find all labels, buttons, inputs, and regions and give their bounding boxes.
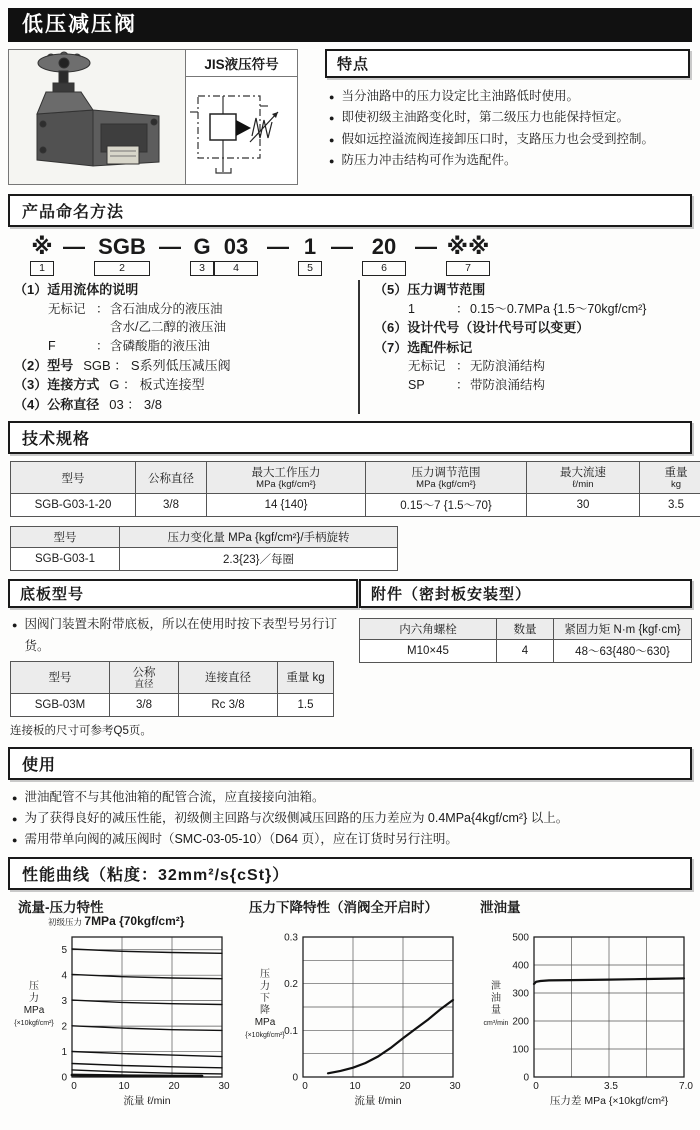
code-segment: SGB 2 — [94, 235, 150, 276]
code-dash: — — [331, 235, 353, 258]
naming-left-column — [8, 280, 358, 414]
svg-text:cm³/min: cm³/min — [484, 1020, 509, 1027]
curves-section — [8, 857, 692, 1130]
svg-text:30: 30 — [449, 1081, 461, 1092]
model-code-area — [30, 235, 692, 276]
naming-columns — [8, 280, 692, 414]
column-header: 最大流速 ℓ/min — [527, 462, 640, 494]
naming-subrow: 无标记 ： 含石油成分的液压油 — [14, 300, 358, 319]
section-title-features: 特点 — [325, 49, 690, 78]
svg-text:4: 4 — [61, 971, 67, 982]
naming-subrow: SP ： 带防浪涌结构 — [374, 376, 692, 395]
code-position-box: 3 — [190, 261, 214, 276]
svg-text:0: 0 — [292, 1073, 298, 1084]
code-position-box: 7 — [446, 261, 490, 276]
jis-symbol-box — [186, 50, 297, 184]
chart-svg — [470, 929, 700, 1125]
svg-text:MPa: MPa — [24, 1005, 45, 1016]
column-header: 数量 — [497, 619, 554, 640]
plate-section — [8, 579, 358, 737]
top-row — [8, 49, 692, 185]
table-row — [11, 693, 334, 716]
charts-row — [8, 894, 692, 1130]
code-dash: — — [159, 235, 181, 258]
features-section — [325, 49, 690, 171]
table-cell: SGB-G03-1 — [11, 548, 120, 571]
svg-text:10: 10 — [349, 1081, 361, 1092]
svg-text:3.5: 3.5 — [604, 1081, 618, 1092]
column-header: 连接直径 — [179, 661, 278, 693]
code-segment: G 3 — [190, 235, 214, 276]
specs-table-pressure-change — [10, 526, 398, 571]
naming-item: （3）连接方式 G ： 板式连接型 — [14, 375, 358, 395]
svg-text:0.3: 0.3 — [284, 933, 298, 944]
table-cell: 1.5 — [278, 693, 334, 716]
svg-text:压力差 MPa {×10kgf/cm²}: 压力差 MPa {×10kgf/cm²} — [550, 1094, 669, 1107]
code-segment: 03 4 — [214, 235, 258, 276]
chart-svg — [8, 929, 239, 1125]
accessory-table — [359, 618, 692, 663]
column-header: 压力调节范围 MPa {kgf/cm²} — [366, 462, 527, 494]
bullet-item: ● 需用带单向阀的减压阀时（SMC-03-05-10）（D64 页），应在订货时另行注明。 — [8, 829, 692, 850]
table-cell: 14 {140} — [207, 494, 366, 517]
svg-text:力: 力 — [29, 991, 39, 1004]
bullet-item: ● 当分油路中的压力设定比主油路低时使用。 — [325, 86, 690, 107]
bullet-icon: ● — [12, 812, 17, 829]
svg-text:下: 下 — [260, 992, 270, 1004]
product-photo-box — [8, 49, 298, 185]
svg-text:压: 压 — [29, 980, 39, 992]
jis-symbol-diagram — [186, 77, 297, 184]
column-header: 型号 — [11, 527, 120, 548]
naming-item: （1）适用流体的说明 — [14, 280, 358, 300]
svg-text:7.0: 7.0 — [679, 1081, 693, 1092]
bullet-icon: ● — [329, 133, 334, 150]
bullet-icon: ● — [329, 90, 334, 107]
code-segment: 1 5 — [298, 235, 322, 276]
naming-item: （5）压力调节范围 — [374, 280, 692, 300]
chart-annotation — [510, 914, 700, 929]
jis-symbol-title: JIS液压符号 — [186, 50, 297, 77]
accessory-section — [359, 579, 692, 663]
svg-text:力: 力 — [260, 979, 270, 992]
bullet-icon: ● — [329, 111, 334, 128]
column-header: 压力变化量 MPa {kgf/cm²}/手柄旋转 — [120, 527, 398, 548]
column-header: 公称 直径 — [110, 661, 179, 693]
section-title-specs: 技术规格 — [8, 421, 692, 454]
curve — [72, 1075, 202, 1076]
code-dash: — — [267, 235, 289, 258]
chart-drain — [470, 894, 700, 1130]
curve — [328, 1000, 453, 1073]
specs-section — [8, 421, 692, 571]
naming-subrow: 1 ： 0.15～0.7MPa {1.5～70kgf/cm²} — [374, 300, 692, 319]
svg-text:100: 100 — [512, 1045, 529, 1056]
valve-photo — [9, 50, 186, 184]
svg-text:流量 ℓ/min: 流量 ℓ/min — [354, 1094, 401, 1107]
table-cell: M10×45 — [360, 640, 497, 663]
naming-right-column — [358, 280, 692, 414]
svg-text:MPa: MPa — [255, 1017, 276, 1028]
plate-table — [10, 661, 334, 717]
code-dash: — — [63, 235, 85, 258]
table-cell: SGB-G03-1-20 — [11, 494, 136, 517]
page-title: 低压减压阀 — [8, 8, 692, 42]
curve — [72, 1026, 222, 1031]
table-cell: 4 — [497, 640, 554, 663]
bullet-item: ● 泄油配管不与其他油箱的配管合流，应直接接向油箱。 — [8, 787, 692, 808]
table-cell: 30 — [527, 494, 640, 517]
bullet-icon: ● — [12, 618, 17, 657]
naming-subrow: 含水/乙二醇的液压油 — [14, 318, 358, 337]
section-title-naming: 产品命名方法 — [8, 194, 692, 227]
svg-text:0.2: 0.2 — [284, 980, 298, 991]
chart-title: 流量-压力特性 — [18, 896, 239, 914]
svg-text:0: 0 — [61, 1073, 67, 1084]
plate-note: ● 因阀门装置未附带底板，所以在使用时按下表型号另行订货。 — [8, 614, 358, 657]
table-cell: 3/8 — [110, 693, 179, 716]
section-title-plate: 底板型号 — [8, 579, 358, 608]
table-cell: 2.3{23}／每圈 — [120, 548, 398, 571]
svg-text:0: 0 — [533, 1081, 539, 1092]
naming-section — [8, 194, 692, 414]
code-segment: 20 6 — [362, 235, 406, 276]
table-cell: 0.15～7 {1.5～70} — [366, 494, 527, 517]
svg-text:5: 5 — [61, 946, 67, 957]
column-header: 型号 — [11, 462, 136, 494]
code-position-box: 2 — [94, 261, 150, 276]
svg-text:油: 油 — [491, 991, 501, 1004]
column-header: 公称直径 — [136, 462, 207, 494]
naming-subrow: F ： 含磷酸脂的液压油 — [14, 337, 358, 356]
svg-text:3: 3 — [61, 997, 67, 1008]
table-cell: 3.5 — [640, 494, 700, 517]
model-code — [30, 235, 692, 276]
section-title-usage: 使用 — [8, 747, 692, 780]
bullet-item: ● 即使初级主油路变化时，第二级压力也能保持恒定。 — [325, 107, 690, 128]
code-segment: ※ 1 — [30, 235, 54, 276]
bullet-icon: ● — [12, 833, 17, 850]
svg-text:0: 0 — [71, 1081, 77, 1092]
plate-footnote: 连接板的尺寸可参考Q5页。 — [10, 722, 358, 738]
bullet-icon: ● — [12, 791, 17, 808]
chart-pressure-drop — [239, 894, 470, 1130]
naming-item: （4）公称直径 03 ： 3/8 — [14, 395, 358, 415]
table-row — [11, 548, 398, 571]
svg-text:降: 降 — [260, 1003, 270, 1016]
svg-text:500: 500 — [512, 933, 529, 944]
svg-text:1: 1 — [61, 1047, 67, 1058]
section-title-curves: 性能曲线（粘度：32mm²/s{cSt}） — [8, 857, 692, 890]
column-header: 重量 kg — [278, 661, 334, 693]
svg-text:0: 0 — [302, 1081, 308, 1092]
chart-annotation — [279, 914, 470, 929]
bullet-item: ● 防压力冲击结构可作为选配件。 — [325, 150, 690, 171]
naming-subrow: 无标记 ： 无防浪涌结构 — [374, 357, 692, 376]
code-dash: — — [415, 235, 437, 258]
naming-item: （2）型号 SGB ： S系列低压减压阀 — [14, 356, 358, 376]
column-header: 重量 kg — [640, 462, 700, 494]
svg-text:200: 200 — [512, 1017, 529, 1028]
code-position-box: 6 — [362, 261, 406, 276]
svg-text:10: 10 — [118, 1081, 130, 1092]
svg-text:2: 2 — [61, 1022, 67, 1033]
usage-list — [8, 787, 692, 851]
column-header: 内六角螺栓 — [360, 619, 497, 640]
chart-flow-pressure — [8, 894, 239, 1130]
svg-text:{×10kgf/cm²}: {×10kgf/cm²} — [14, 1020, 54, 1027]
valve-photo-graphic — [9, 50, 184, 184]
column-header: 紧固力矩 N·m {kgf·cm} — [554, 619, 692, 640]
svg-text:0.1: 0.1 — [284, 1026, 298, 1037]
section-title-accessory: 附件（密封板安装型） — [359, 579, 692, 608]
bullet-item: ● 假如远控溢流阀连接卸压口时，支路压力也会受到控制。 — [325, 129, 690, 150]
plate-accessory-row — [8, 579, 692, 737]
curve — [72, 1070, 222, 1074]
table-cell: SGB-03M — [11, 693, 110, 716]
bullet-icon: ● — [329, 154, 334, 171]
code-position-box: 4 — [214, 261, 258, 276]
curve — [72, 1064, 222, 1068]
chart-title: 压力下降特性（消阀全开启时） — [249, 896, 470, 914]
svg-text:压: 压 — [260, 968, 270, 980]
usage-section — [8, 747, 692, 851]
svg-text:400: 400 — [512, 961, 529, 972]
curve — [72, 1052, 222, 1057]
svg-text:流量 ℓ/min: 流量 ℓ/min — [123, 1094, 170, 1107]
svg-text:0: 0 — [523, 1073, 529, 1084]
svg-text:300: 300 — [512, 989, 529, 1000]
table-row — [11, 494, 700, 517]
svg-text:20: 20 — [168, 1081, 180, 1092]
specs-table-main — [10, 461, 700, 517]
column-header: 最大工作压力 MPa {kgf/cm²} — [207, 462, 366, 494]
code-position-box: 1 — [30, 261, 54, 276]
svg-text:量: 量 — [491, 1004, 501, 1016]
chart-title: 泄油量 — [480, 896, 700, 914]
bullet-item: ● 为了获得良好的减压性能，初级侧主回路与次级侧减压回路的压力差应为 0.4MPa{4kgf/cm²} 以上。 — [8, 808, 692, 829]
svg-text:20: 20 — [399, 1081, 411, 1092]
jis-symbol-graphic — [190, 84, 294, 178]
svg-text:泄: 泄 — [491, 979, 501, 992]
table-cell: Rc 3/8 — [179, 693, 278, 716]
naming-item: （6）设计代号（设计代号可以变更） — [374, 318, 692, 338]
code-position-box: 5 — [298, 261, 322, 276]
table-cell: 48～63{480～630} — [554, 640, 692, 663]
chart-annotation: 初级压力 7MPa {70kgf/cm²} — [48, 914, 239, 929]
chart-svg — [239, 929, 470, 1125]
table-row — [360, 640, 692, 663]
svg-text:{×10kgf/cm²}: {×10kgf/cm²} — [245, 1032, 285, 1039]
features-list — [325, 86, 690, 171]
naming-item: （7）选配件标记 — [374, 338, 692, 358]
table-cell: 3/8 — [136, 494, 207, 517]
code-segment: ※※ 7 — [446, 235, 490, 276]
svg-text:30: 30 — [218, 1081, 230, 1092]
column-header: 型号 — [11, 661, 110, 693]
